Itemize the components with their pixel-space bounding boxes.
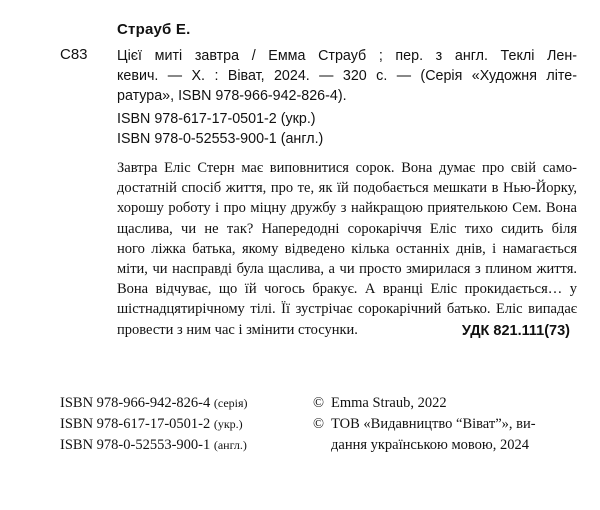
isbn-number: ISBN 978-966-942-826-4 [60, 395, 211, 411]
annotation-line: Вона відчуває, що їй чогось бракує. А вранці Еліс прокидається… у [117, 281, 577, 298]
annotation-line: хорошу роботу і про міцну дружбу з найкращою приятелькою Сем. Вона [117, 200, 577, 217]
classification-code: С83 [60, 46, 88, 63]
isbn-number: ISBN 978-0-52553-900-1 [60, 437, 211, 453]
isbn-ukr: ISBN 978-617-17-0501-2 (укр.) [117, 111, 316, 127]
copyright-publisher: ТОВ «Видавництво “Віват”», ви- [331, 416, 536, 432]
annotation-line: шістнадцятирічному тілі. Її зустрічає сорокарічний батько. Еліс випадає [117, 301, 577, 318]
copyright-block [313, 393, 575, 456]
copyright-publisher-cont: дання українською мовою, 2024 [331, 437, 529, 453]
isbn-top-block [117, 109, 323, 149]
isbn-eng-row [60, 435, 248, 456]
copyright-author-row [313, 393, 575, 414]
annotation-line: провести з ним час і змінити стосунки. [117, 321, 358, 338]
isbn-bottom-block [60, 393, 248, 456]
biblio-line: ратура», ISBN 978-966-942-826-4). [117, 88, 347, 104]
isbn-series-row [60, 393, 248, 414]
annotation-line: міти, чи насправді була щаслива, а чи просто змирилася з плином життя. [117, 260, 577, 277]
isbn-note: (серія) [213, 396, 248, 410]
annotation-line: Завтра Еліс Стерн має виповнитися сорок. Вона думає про свій само- [117, 160, 577, 176]
annotation-line: достатній спосіб життя, про те, як їй подобається мешкати в Нью-Йорку, [117, 180, 577, 197]
copyright-symbol: © [313, 416, 325, 432]
udk-code: УДК 821.111(73) [461, 323, 570, 339]
isbn-number: ISBN 978-617-17-0501-2 [60, 416, 211, 432]
biblio-line: Цієї миті завтра / Емма Страуб ; пер. з англ. Теклі Лен- [117, 48, 577, 64]
annotation-line: щаслива, чи не так? Напередодні сорокаріччя Еліс тихо сидить біля [117, 220, 577, 237]
isbn-ukr-row [60, 414, 248, 435]
author-name: Страуб Е. [117, 21, 191, 38]
copyright-symbol: © [313, 395, 325, 411]
isbn-note: (укр.) [213, 417, 243, 431]
isbn-eng: ISBN 978-0-52553-900-1 (англ.) [117, 131, 324, 147]
biblio-line: кевич. — Х. : Віват, 2024. — 320 с. — (Серія «Художня літе- [117, 68, 577, 84]
copyright-author: Emma Straub, 2022 [331, 395, 447, 411]
isbn-note: (англ.) [213, 438, 247, 452]
annotation-line: ного ліжка батька, якому відведено кілька останніх днів, і намагається [117, 240, 577, 257]
copyright-publisher-row [313, 414, 575, 435]
annotation [117, 158, 577, 340]
bibliographic-description [117, 46, 577, 106]
